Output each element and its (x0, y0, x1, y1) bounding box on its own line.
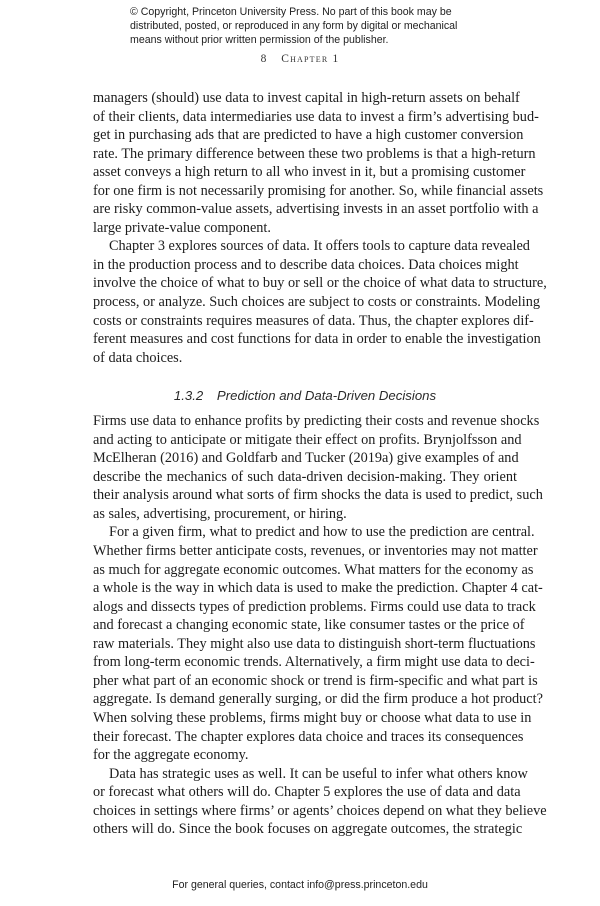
text-line: costs or constraints requires measures of data. Thus, the chapter explores dif- (93, 312, 534, 329)
text-line: their forecast. The chapter explores data choice and traces its consequences (93, 728, 524, 745)
text-line: and acting to anticipate or mitigate their effect on profits. Brynjolfsson and (93, 431, 522, 448)
paragraph-3 (93, 412, 543, 523)
text-line: as much for aggregate economic outcomes. What matters for the economy as (93, 561, 534, 578)
text-line: ferent measures and cost functions for data in order to enable the investigation (93, 331, 541, 348)
text-line: are risky common-value assets, advertising invests in an asset portfolio with a (93, 201, 539, 218)
text-line: for the aggregate economy. (93, 747, 249, 764)
text-line: of their clients, data intermediaries use data to invest a firm’s advertising bud- (93, 108, 539, 125)
text-line: For a given firm, what to predict and how to use the prediction are central. (109, 524, 535, 541)
paragraph-1 (93, 89, 544, 237)
text-line: their analysis around what sorts of firm shocks the data is used to predict, such (93, 487, 543, 504)
section-heading (93, 387, 517, 405)
text-line: When solving these problems, firms might buy or choose what data to use in (93, 709, 532, 726)
text-line: of data choices. (93, 349, 183, 366)
text-line: Data has strategic uses as well. It can be useful to infer what others know (109, 765, 528, 782)
paragraph-2 (93, 237, 547, 367)
copyright-line: distributed, posted, or reproduced in any form by digital or mechanical (130, 20, 458, 32)
page-body (93, 89, 547, 839)
running-head (0, 53, 600, 65)
text-line: Chapter 3 explores sources of data. It offers tools to capture data revealed (109, 238, 530, 255)
text-line: get in purchasing ads that are predicted to have a high customer conversion (93, 127, 524, 144)
text-line: in the production process and to describe data choices. Data choices might (93, 256, 519, 273)
text-line: involve the choice of what to buy or sell or the choice of what data to structure, (93, 275, 547, 292)
section-number: 1.3.2 (173, 388, 204, 404)
text-line: from long-term economic trends. Alternatively, a firm might use data to deci- (93, 654, 535, 671)
copyright-line: © Copyright, Princeton University Press. No part of this book may be (130, 6, 452, 18)
text-line: managers (should) use data to invest capital in high-return assets on behalf (93, 90, 520, 106)
footer-contact: For general queries, contact info@press.princeton.edu (172, 879, 428, 891)
text-line: choices in settings where firms’ or agents’ choices depend on what they believe (93, 802, 547, 819)
text-line: or forecast what others will do. Chapter 5 explores the use of data and data (93, 784, 521, 801)
section-title: Prediction and Data-Driven Decisions (216, 388, 437, 404)
text-line: and forecast a changing economic state, like consumer tastes or the price of (93, 617, 525, 634)
text-line: raw materials. They might also use data to distinguish short-term fluctuations (93, 635, 536, 652)
text-line: process, or analyze. Such choices are subject to costs or constraints. Modeling (93, 294, 541, 311)
text-line: pher what part of an economic shock or trend is firm-specific and what part is (93, 672, 538, 689)
paragraph-5 (93, 765, 547, 839)
text-line: Firms use data to enhance profits by predicting their costs and revenue shocks (93, 413, 540, 430)
text-line: describe the mechanics of such data-driven decision-making. They orient (93, 468, 517, 485)
text-line: a whole is the way in which data is used to make the prediction. Chapter 4 cat- (93, 580, 543, 597)
text-line: others will do. Since the book focuses on aggregate outcomes, the strategic (93, 821, 523, 838)
text-line: for one firm is not necessarily promising for another. So, while financial assets (93, 182, 544, 199)
text-line: aggregate. Is demand generally surging, or did the firm produce a hot product? (93, 691, 543, 708)
page-number: 8 (260, 53, 268, 65)
text-line: as sales, advertising, procurement, or hiring. (93, 505, 347, 522)
text-line: rate. The primary difference between these two problems is that a high-return (93, 145, 536, 162)
paragraph-4 (93, 523, 543, 764)
chapter-label: Chapter 1 (281, 53, 340, 65)
text-line: asset conveys a high return to all who invest in it, but a promising customer (93, 164, 526, 181)
copyright-line: means without prior written permission of the publisher. (130, 34, 389, 46)
text-line: McElheran (2016) and Goldfarb and Tucker (2019a) give examples of and (93, 450, 519, 467)
text-line: large private-value component. (93, 219, 271, 236)
text-line: Whether firms better anticipate costs, revenues, or inventories may not matter (93, 543, 538, 560)
text-line: alogs and dissects types of prediction problems. Firms could use data to track (93, 598, 536, 615)
copyright-notice (130, 5, 475, 47)
